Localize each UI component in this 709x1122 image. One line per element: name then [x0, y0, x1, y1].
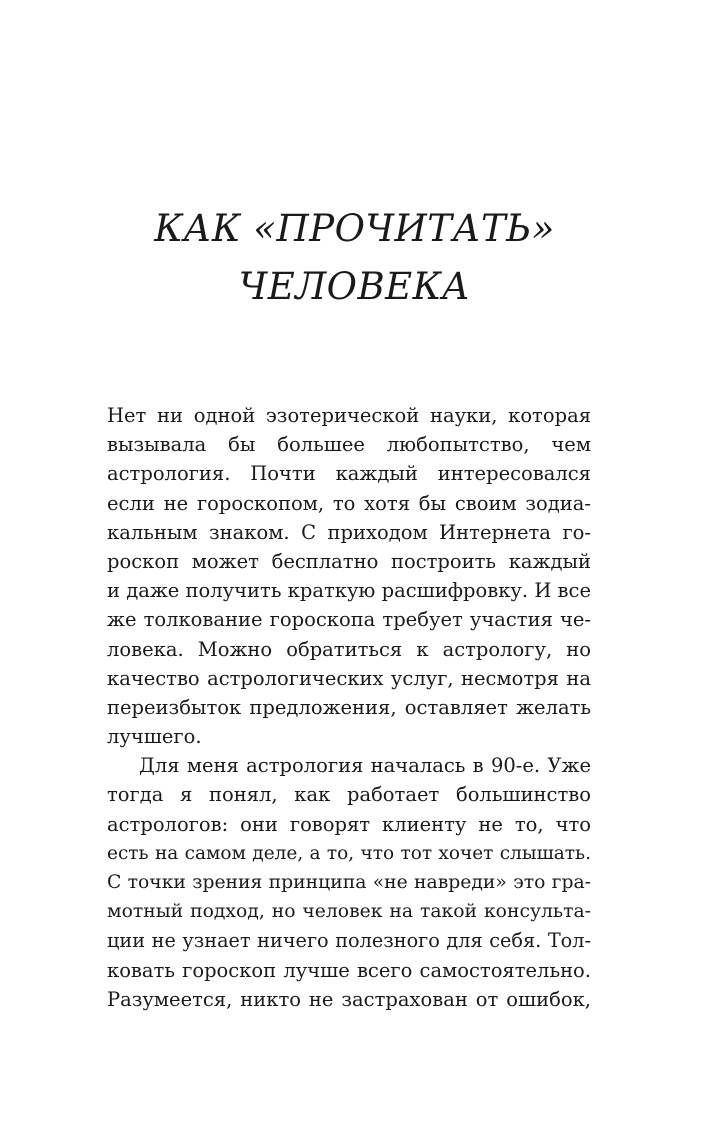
chapter-title	[0, 200, 709, 316]
text-line: кальным знаком. С приходом Интернета го-	[107, 520, 591, 544]
text-line: если не гороскопом, то хотя бы своим зодиа-	[107, 491, 591, 515]
text-line: ции не узнает ничего полезного для себя. Тол-	[107, 929, 591, 953]
text-line: Нет ни одной эзотерической науки, которая	[107, 404, 591, 427]
text-line: Разумеется, никто не застрахован от ошибок,	[107, 987, 591, 1011]
text-line: переизбыток предложения, оставляет желать	[107, 695, 591, 719]
text-line: роскоп может бесплатно построить каждый	[107, 549, 591, 573]
text-line: ловека. Можно обратиться к астрологу, но	[107, 637, 591, 661]
text-line: Для меня астрология началась в 90-е. Уже	[139, 754, 591, 778]
text-line: же толкование гороскопа требует участия че-	[107, 608, 591, 632]
text-line: тогда я понял, как работает большинство	[107, 783, 591, 807]
text-line: ковать гороскоп лучше всего самостоятельно.	[107, 958, 591, 982]
text-line: астрологов: они говорят клиенту не то, что	[107, 812, 591, 836]
text-line: есть на самом деле, а то, что тот хочет слышать.	[107, 842, 591, 864]
body-text	[107, 401, 591, 1014]
chapter-title-line-1: КАК «ПРОЧИТАТЬ»	[154, 207, 555, 250]
text-line: С точки зрения принципа «не навреди» это гра-	[107, 872, 591, 893]
text-line: и даже получить краткую расшифровку. И все	[107, 579, 591, 603]
text-line: мотный подход, но человек на такой консульта-	[107, 901, 591, 923]
text-line: лучшего.	[107, 725, 202, 749]
text-line: вызывала бы большее любопытство, чем	[107, 433, 591, 457]
text-line: качество астрологических услуг, несмотря на	[107, 666, 591, 690]
chapter-title-line-2: ЧЕЛОВЕКА	[238, 265, 471, 308]
text-line: астрология. Почти каждый интересовался	[107, 462, 591, 486]
